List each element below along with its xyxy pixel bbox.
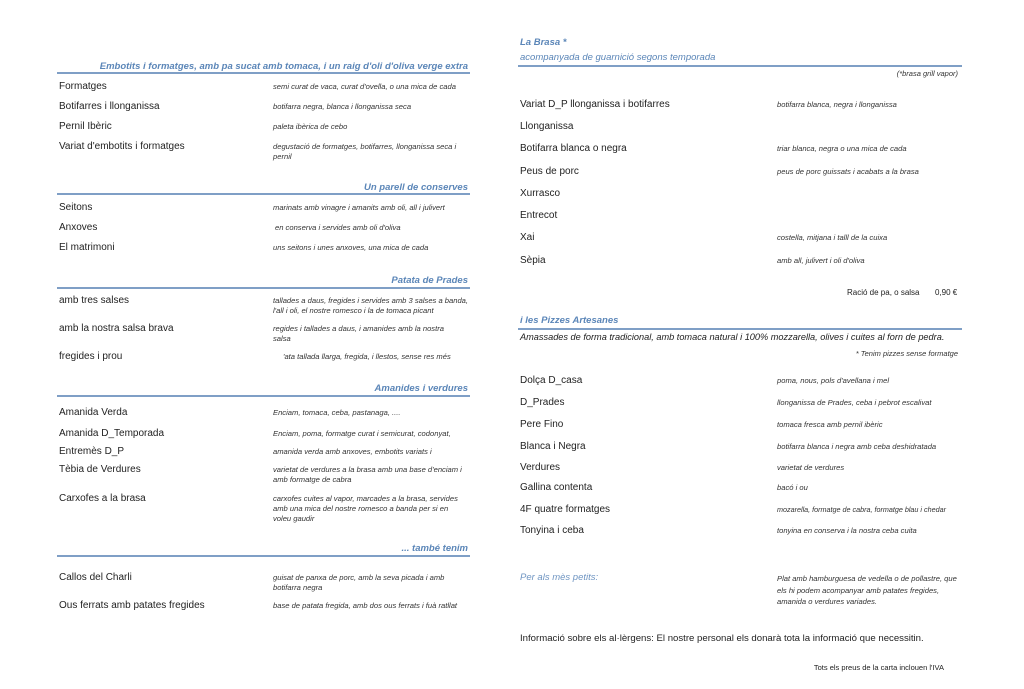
menu-item-desc: mozarella, formatge de cabra, formatge blau i chedar (777, 505, 946, 514)
bread-price: 0,90 € (935, 288, 958, 297)
kids-desc: Plat amb hamburguesa de vedella o de pollastre, que els hi podem acompanyar amb patates fregides, amanida o verdures variades. (777, 574, 957, 606)
menu-item-name: Tonyina i ceba (520, 525, 584, 536)
menu-item-desc: tonyina en conserva i la nostra ceba cuita (777, 526, 917, 535)
menu-item-desc: amb all, julivert i oli d'oliva (777, 256, 865, 265)
section-title-patata: Patata de Prades (391, 275, 468, 286)
menu-item-name: Formatges (59, 81, 107, 92)
menu-item-name: Botifarres i llonganissa (59, 101, 160, 112)
divider (57, 287, 470, 289)
menu-item-name: Seitons (59, 202, 93, 213)
menu-item-desc: triar blanca, negra o una mica de cada (777, 144, 907, 153)
menu-item-desc: carxofes cuites al vapor, marcades a la brasa, servides amb una mica del nostre romesco a banda per si en voleu gaudir (273, 494, 458, 523)
menu-item-name: Xurrasco (520, 188, 561, 199)
menu-item-desc: tallades a daus, fregides i servides amb 3 salses a banda, l'all i oli, el nostre romesco i la de tomaca picant (273, 296, 469, 315)
menu-item-desc: en conserva i servides amb oli d'oliva (275, 223, 401, 232)
section-title-brasa: La Brasa * (520, 37, 567, 48)
menu-item-desc: Enciam, tomaca, ceba, pastanaga, .... (273, 408, 401, 417)
menu-item-name: Llonganissa (520, 121, 574, 132)
menu-item-name: Tèbia de Verdures (59, 464, 141, 475)
menu-item-name: Peus de porc (520, 166, 579, 177)
menu-item-desc: amanida verda amb anxoves, embotits variats i (273, 447, 432, 456)
menu-item-desc: uns seitons i unes anxoves, una mica de cada (273, 243, 429, 252)
menu-item-desc: poma, nous, pols d'avellana i mel (777, 376, 890, 385)
menu-item-name: Pere Fino (520, 419, 564, 430)
menu-item-name: Callos del Charli (59, 572, 132, 583)
menu-item-desc: botifarra blanca, negra i llonganissa (777, 100, 897, 109)
kids-title: Per als mès petits: (520, 572, 599, 583)
pizzes-note: * Tenim pizzes sense formatge (855, 349, 958, 358)
menu-item-name: Sèpia (520, 255, 546, 266)
divider (57, 555, 470, 557)
menu-item-name: Gallina contenta (520, 482, 593, 493)
allergens-info: Informació sobre els al·lèrgens: El nostre personal els donarà tota la informació que necessitin. (520, 633, 924, 644)
menu-item-name: Dolça D_casa (520, 375, 583, 386)
menu-item-desc: 'ata tallada llarga, fregida, i llestos, sense res més (283, 352, 451, 361)
menu-item-name: El matrimoni (59, 242, 115, 253)
section-title-amanides: Amanides i verdures (374, 383, 468, 394)
menu-item-name: Ous ferrats amb patates fregides (59, 600, 205, 611)
menu-item-name: Verdures (520, 462, 561, 473)
menu-item-desc: peus de porc guissats i acabats a la brasa (777, 167, 919, 176)
menu-item-desc: varietat de verdures a la brasa amb una base d'enciam i amb formatge de cabra (273, 465, 462, 484)
menu-item-name: Amanida D_Temporada (59, 428, 165, 439)
section-title-tambe: ... també tenim (401, 543, 468, 554)
menu-item-name: Carxofes a la brasa (59, 493, 146, 504)
menu-item-desc: regides i tallades a daus, i amanides amb la nostra salsa (273, 324, 444, 343)
brasa-note: (*brasa grill vapor) (896, 69, 958, 78)
menu-item-desc: tomaca fresca amb pernil ibèric (777, 420, 883, 429)
divider (518, 65, 962, 67)
divider (57, 72, 470, 74)
menu-item-name: Anxoves (59, 222, 98, 233)
menu-item-name: Blanca i Negra (520, 441, 586, 452)
divider (57, 193, 470, 195)
menu-item-desc: guisat de panxa de porc, amb la seva picada i amb botifarra negra (273, 573, 445, 592)
section-title-pizzes: i les Pizzes Artesanes (520, 315, 619, 326)
menu-item-desc: bacó i ou (777, 483, 808, 492)
menu-item-name: Pernil Ibèric (59, 121, 112, 132)
brasa-subtitle: acompanyada de guarnició segons temporada (520, 52, 716, 63)
vat-note: Tots els preus de la carta inclouen l'IVA (813, 663, 944, 672)
menu-item-name: Entremès D_P (59, 446, 125, 457)
menu-item-desc: varietat de verdures (777, 463, 845, 472)
menu-item-desc: degustació de formatges, botifarres, llonganissa seca i pernil (273, 142, 457, 161)
menu-item-desc: base de patata fregida, amb dos ous ferrats i fuà ratllat (273, 601, 458, 610)
menu-item-desc: semi curat de vaca, curat d'ovella, o una mica de cada (273, 82, 456, 91)
divider (518, 328, 962, 330)
menu-item-name: Amanida Verda (59, 407, 128, 418)
section-title-conserves: Un parell de conserves (363, 182, 468, 193)
menu-item-name: fregides i prou (59, 351, 123, 362)
divider (57, 395, 470, 397)
menu-item-desc: botifarra negra, blanca i llonganissa seca (273, 102, 412, 111)
menu-item-name: Entrecot (520, 210, 558, 221)
menu-item-name: Variat D_P llonganissa i botifarres (520, 99, 670, 110)
section-title-embotits: Embotits i formatges, amb pa sucat amb tomaca, i un raig d'oli d'oliva verge extra (99, 61, 468, 72)
menu-item-name: D_Prades (520, 397, 565, 408)
bread-label: Ració de pa, o salsa (847, 288, 920, 297)
menu-item-name: amb la nostra salsa brava (59, 323, 174, 334)
menu-item-name: amb tres salses (59, 295, 130, 306)
menu-item-desc: botifarra blanca i negra amb ceba deshidratada (777, 442, 937, 451)
menu-item-name: Xai (520, 232, 535, 243)
menu-item-name: 4F quatre formatges (520, 504, 611, 515)
menu-item-name: Variat d'embotits i formatges (59, 141, 185, 152)
menu-item-desc: paleta ibèrica de cebo (273, 122, 348, 131)
menu-item-desc: llonganissa de Prades, ceba i pebrot escalivat (777, 398, 932, 407)
pizzes-subtitle: Amassades de forma tradicional, amb tomaca natural i 100% mozzarella, olives i cuites al forn de pedra. (520, 332, 945, 342)
menu-item-name: Botifarra blanca o negra (520, 143, 627, 154)
menu-item-desc: Enciam, poma, formatge curat i semicurat, codonyat, (273, 429, 451, 438)
menu-item-desc: costella, mitjana i talll de la cuixa (777, 233, 888, 242)
menu-item-desc: marinats amb vinagre i amanits amb oli, all i julivert (273, 203, 445, 212)
